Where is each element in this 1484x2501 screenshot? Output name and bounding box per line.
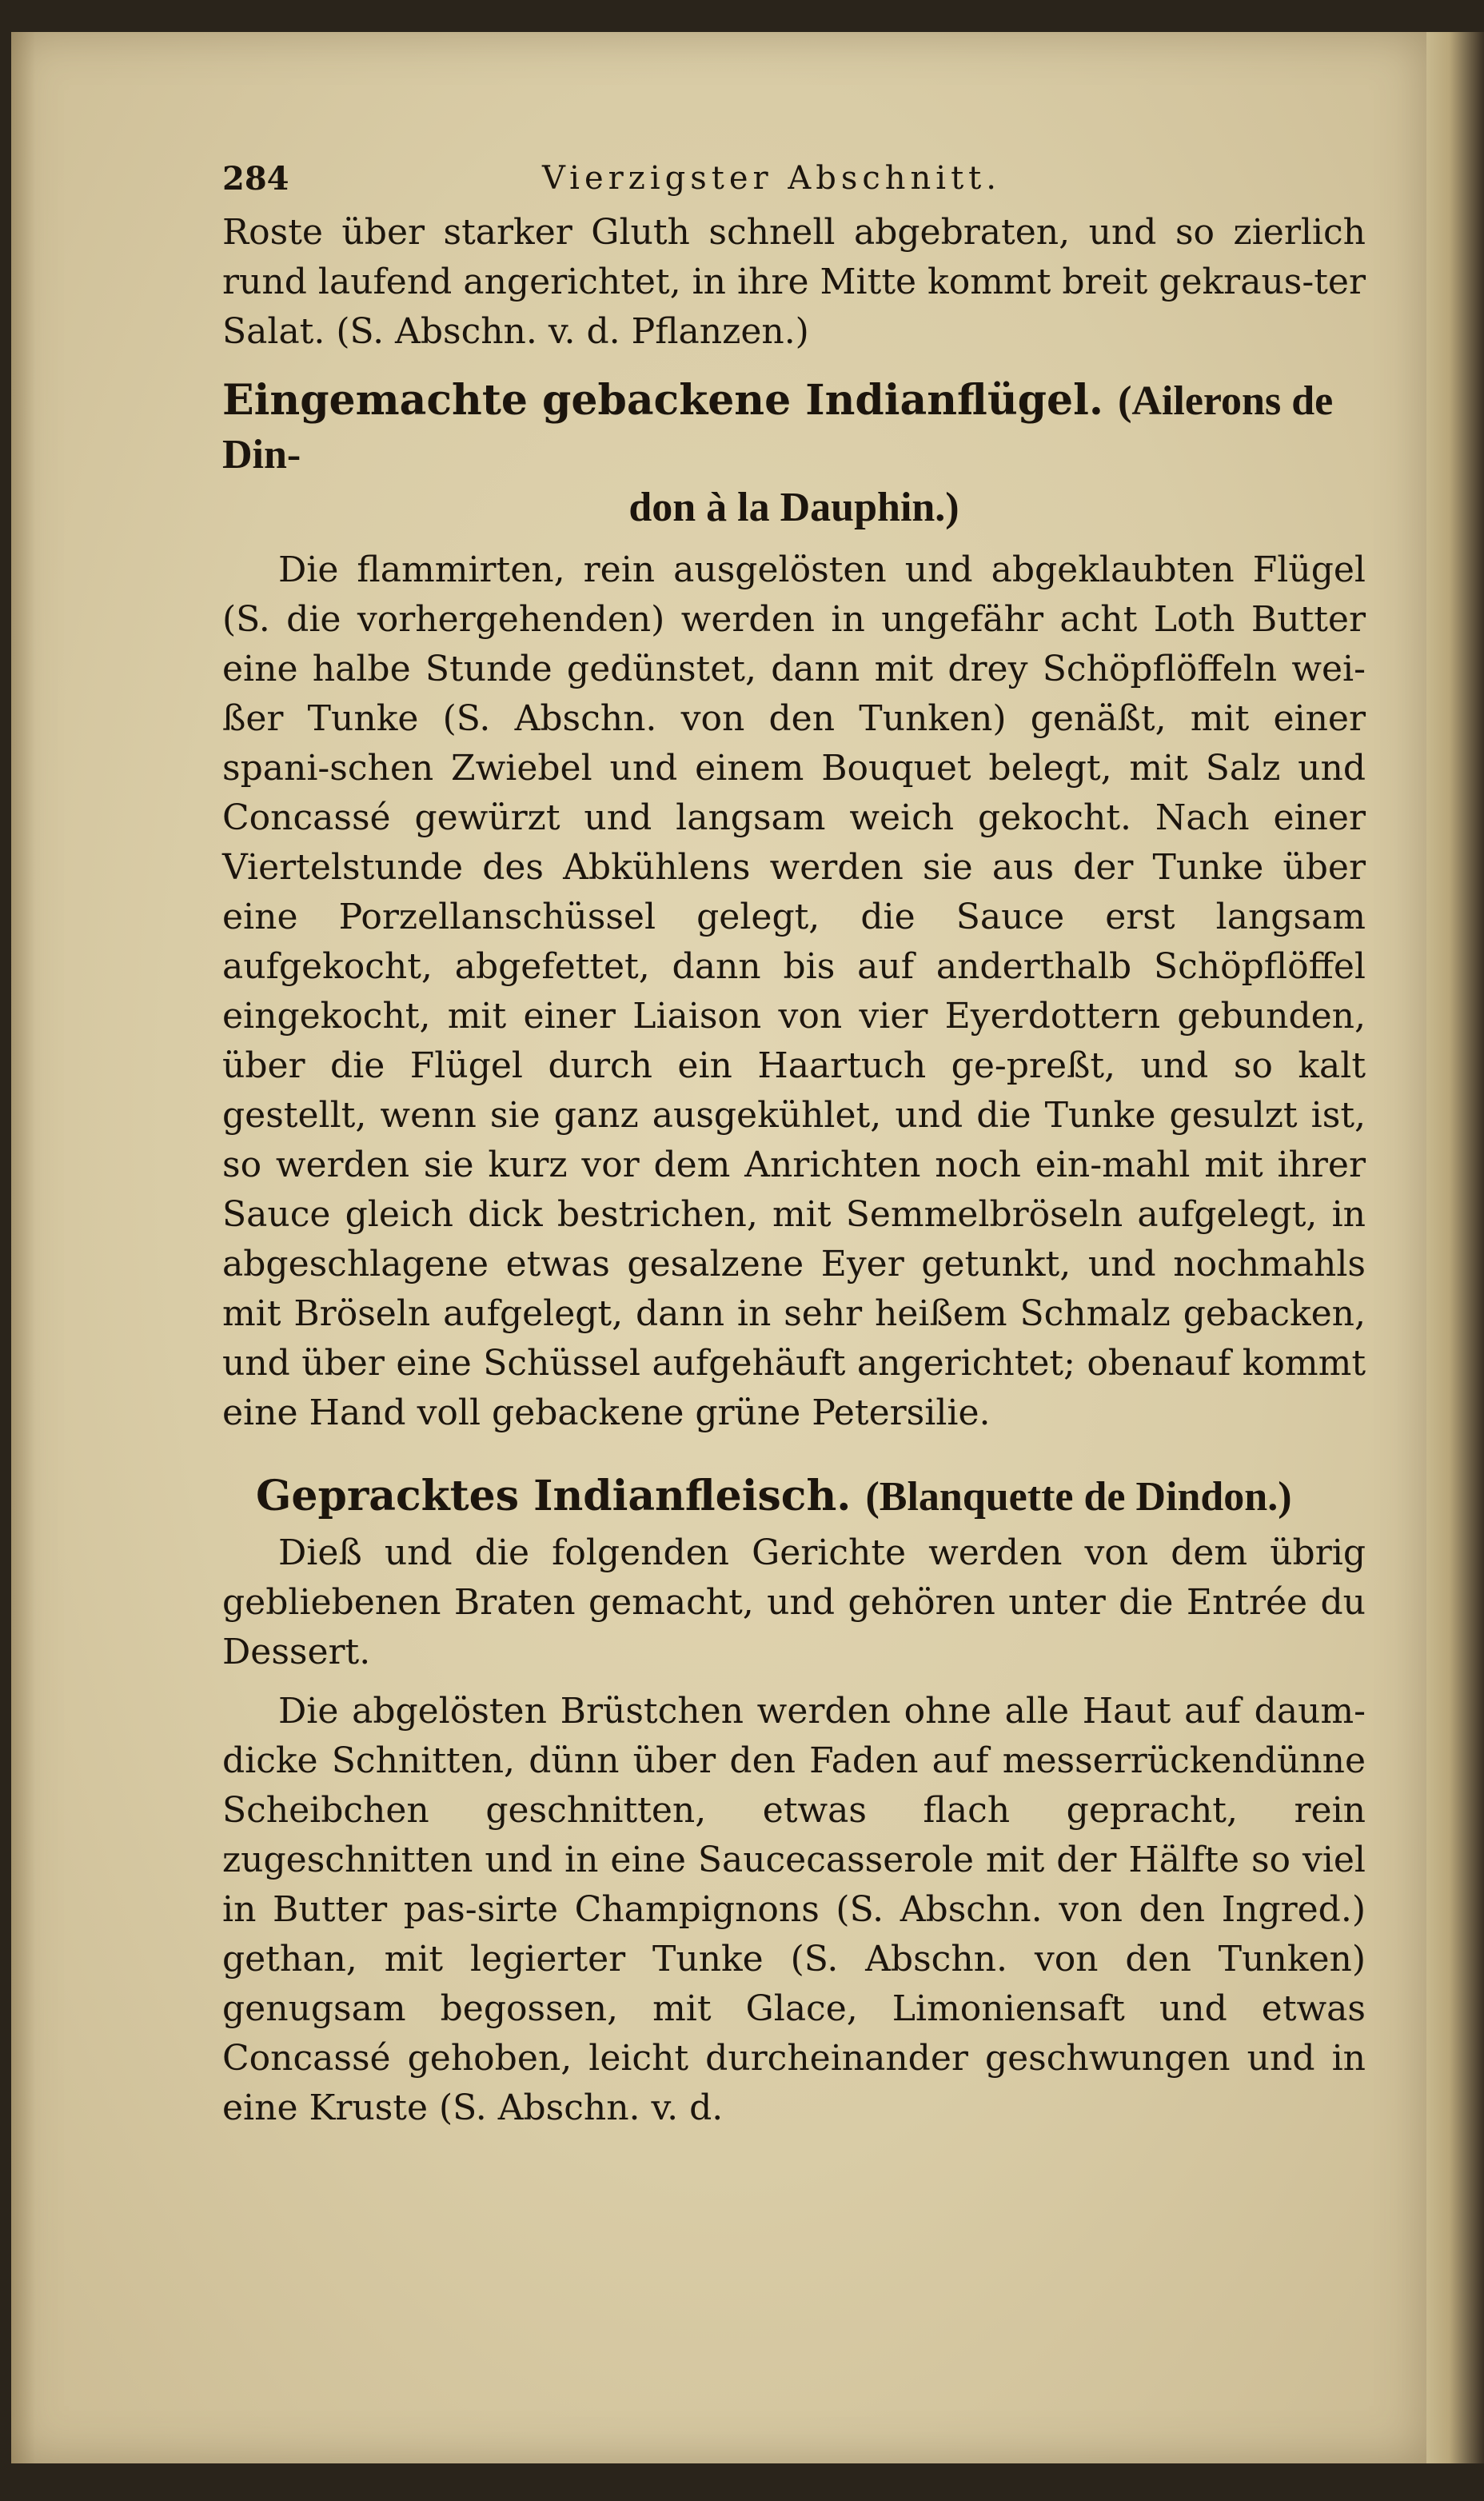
page-number: 284 xyxy=(222,160,289,198)
recipe-body-blanquette: Die abgelösten Brüstchen werden ohne alle Haut auf daum-dicke Schnitten, dünn über den Faden auf messerrückendünne Scheibchen geschnitten, etwas flach gepracht, rein zugeschnitten und in eine Saucecasserole mit der Hälfte so viel in Butter pas-sirte Champignons (S. Abschn. von den Ingred.) gethan, mit legierter Tunke (S. Abschn. von den Tunken) genugsam begossen, mit Glace, Limoniensaft und etwas Concassé gehoben, leicht durcheinander geschwungen und in eine Kruste (S. Abschn. v. d. xyxy=(222,1691,1366,2128)
running-head xyxy=(222,160,1366,208)
page-fore-edge xyxy=(1426,32,1484,2463)
recipe-title-french-part1: (Ailerons de Din- xyxy=(222,378,1334,477)
recipe-intro-blanquette: Dieß und die folgenden Gerichte werden von dem übrig gebliebenen Braten gemacht, und gehören unter die Entrée du Dessert. xyxy=(222,1532,1366,1672)
recipe-title-ailerons xyxy=(222,374,1366,534)
page-content xyxy=(222,160,1366,2133)
page-gutter-shadow xyxy=(11,32,35,2463)
recipe-title-german: Gepracktes Indianfleisch. xyxy=(256,1472,852,1520)
recipe-title-blanquette xyxy=(222,1470,1366,1524)
recipe-body-ailerons: Die flammirten, rein ausgelösten und abgeklaubten Flügel (S. die vorhergehenden) werden in ungefähr acht Loth Butter eine halbe Stunde gedünstet, dann mit drey Schöpflöffeln wei-ßer Tunke (S. Abschn. von den Tunken) genäßt, mit einer spani-schen Zwiebel und einem Bouquet belegt, mit Salz und Concassé gewürzt und langsam weich gekocht. Nach einer Viertelstunde des Abkühlens werden sie aus der Tunke über eine Porzellanschüssel gelegt, die Sauce erst langsam aufgekocht, abgefettet, dann bis auf anderthalb Schöpflöffel eingekocht, mit einer Liaison von vier Eyerdottern gebunden, über die Flügel durch ein Haartuch ge-preßt, und so kalt gestellt, wenn sie ganz ausgekühlet, und die Tunke gesulzt ist, so werden sie kurz vor dem Anrichten noch ein-mahl mit ihrer Sauce gleich dick bestrichen, mit Semmelbröseln aufgelegt, in abgeschlagene etwas gesalzene Eyer getunkt, und nochmahls mit Bröseln aufgelegt, dann in sehr heißem Schmalz gebacken, und über eine Schüssel aufgehäuft angerichtet; obenauf kommt eine Hand voll gebackene grüne Petersilie. xyxy=(222,549,1366,1433)
continuation-paragraph: Roste über starker Gluth schnell abgebraten, und so zierlich rund laufend angerichtet, in ihre Mitte kommt breit gekraus-ter Salat. (S. Abschn. v. d. Pflanzen.) xyxy=(222,212,1366,352)
chapter-running-title: Vierzigster Abschnitt. xyxy=(542,160,1001,197)
recipe-title-french: (Blanquette de Dindon.) xyxy=(865,1474,1292,1520)
recipe-title-german: Eingemachte gebackene Indianflügel. xyxy=(222,376,1103,425)
recipe-title-french-part2: don à la Dauphin.) xyxy=(628,485,959,530)
